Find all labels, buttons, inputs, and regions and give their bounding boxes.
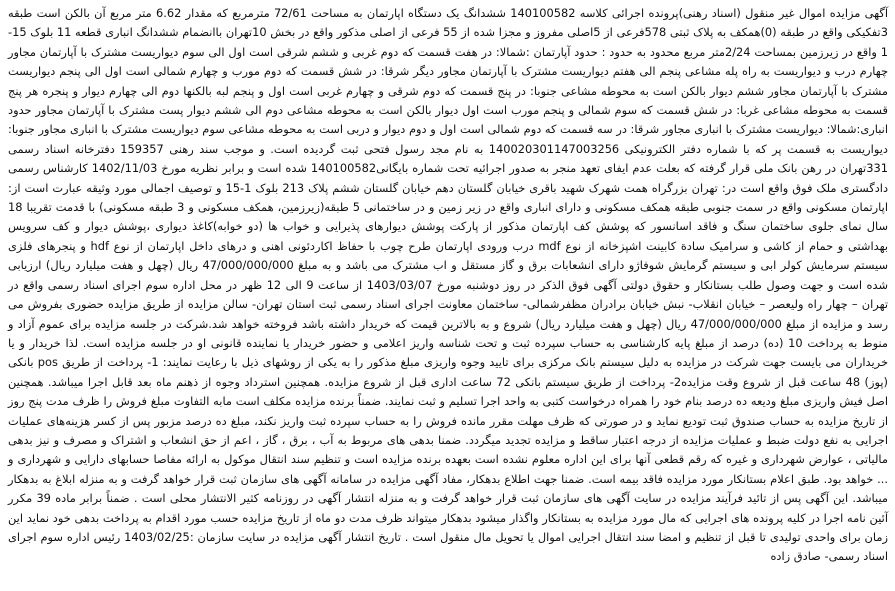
notice-body-text: آگهی مزایده اموال غیر منقول (اسناد رهنی)پرونده اجرائی کلاسه 140100582 ششدانگ یک دستگاه اپارتمان به مساحت 72/61 مترمربع که مقدار 6.62 متر مربع آن بالکن است طبقه 3تفکیکی واقع در طبقه (0)همکف به پلاک ثبتی 578فرعی از 5اصلی مفروز و مجزا شده از 55 فرعی از اصلی مذکور واقع در بخش 10تهران باانضمام ششدانگ انباری قطعه 11 بلوک 15-1 واقع در زیرزمین بمساحت 2/24متر مربع محدود به حدود : حدود آپارتمان :شمالا: در هفت قسمت که دوم غربی و ششم شرقی است اول الی سوم دیواریست مشترک با آپارتمان مجاور چهارم درب و دیواریست به راه پله مشاعی پنجم الی هفتم دیواریست مشترک با آپارتمان مجاور دیگر شرقا: در شش قسمت که دوم مورب و چهارم شمالی است اول الی پنجم دیواریست مشترک با آپارتمان مجاور ششم دیوار بالکن است به محوطه مشاعی جنوبا: در پنج قسمت که دوم شرقی و چهارم غربی است اول و پنجم لبه بالکنها دوم الی چهارم دیوار و پنجره هر پنج قسمت به محوطه مشاعی غربا: در شش قسمت که سوم شمالی و پنجم مورب است اول دیوار بالکن است به محوطه مشاعی دوم الی ششم دیوار پست مشترک با آپارتمان مجاور حدود انباری:شمالا: دیواریست مشترک با انباری مجاور شرقا: در سه قسمت که دوم شمالی است اول و دوم دیوار و دربی است به محوطه مشاعی سوم دیواریست مشترک با انباری مجاور جنوبا: دیواریست به قسمت پر که با شماره دفتر الکترونیکی 140020301147003256 به نام مجد رسول فتحی ثبت گردیده است. و موجب سند رهنی 159357 دفترخانه اسناد رسمی 331تهران در رهن بانک ملی قرار گرفته که بعلت عدم ایفای تعهد منجر به صدور اجرائیه تحت شماره بایگانی140100582 شده است و برابر نظریه مورخ 1402/11/03 کارشناس رسمی دادگستری ملک فوق واقع است در: تهران بزرگراه همت شهرک شهید باقری خیابان گلستان دهم خیابان گلستان ششم پلاک 213 بلوک 1-15 و توصیف اجمالی مورد وثیقه عبارت است از: اپارتمان مسکونی واقع در سمت جنوبی طبقه همکف مسکونی و دارای انباری واقع در زیر زمین و در ساختمانی 5 طبقه(زیرزمین، همکف مسکونی و 3 طبقه مسکونی) با قدمت تقریبا 18 سال نمای جلوی ساختمان سنگ و فاقد اسانسور که پوشش کف اپارتمان مذکور از پارکت پوشش دیوارهای پذیرایی و خواب ها (دو خوابه)کاغذ دیواری ،پوشش دیوار و کف سرویس بهداشتی و حمام از کاشی و سرامیک سادة کابینت اشپزخانه از نوع mdf درب ورودی اپارتمان طرح چوب با حفاظ اکاردئونی اهنی و درهای داخل اپارتمان از نوع hdf و پنجرهای فلزی سیستم سرمایش کولر ابی و سیستم گرمایش شوفاژو دارای انشعابات برق و گاز مستقل و اب مشترک می باشد و به مبلغ 47/000/000/000 ریال (چهل و هفت میلیارد ریال) ارزیابی شده است و جهت وصول طلب بستانکار و حقوق دولتی آگهی فوق الذکر در روز دوشنبه مورخ 1403/03/07 از ساعت 9 الی 12 ظهر در محل اداره سوم اجرای اسناد رسمی واقع در تهران – چهار راه ولیعصر – خیابان انقلاب- نبش خیابان برادران مظفرشمالی- ساختمان معاونت اجرای اسناد رسمی ثبت استان تهران- سالن مزایده از طریق مزایده حضوری بفروش می رسد و مزایده از مبلغ 47/000/000/000 ریال (چهل و هفت میلیارد ریال) شروع و به بالاترین قیمت که خریدار داشته باشد فروخته خواهد شد.شرکت در جلسه مزایده برای عموم آزاد و منوط به پرداخت 10 (ده) درصد از مبلغ پایه کارشناسی به حساب سپرده ثبت و تحت شناسه واریز اعلامی و حضور خریدار یا نماینده قانونی او در جلسه مزایده است. لذا خریدار و یا خریداران می بایست جهت شرکت در مزایده به دلیل سیستم بانک مرکزی برای تایید وجوه واریزی مبلغ مذکور را به یکی از روشهای ذیل با رعایت نمایند: 1- پرداخت از طریق pos بانکی (پوز) 48 ساعت قبل از شروع وقت مزایده2- پرداخت از طریق سیستم بانکی 72 ساعت اداری قبل از شروع مزایده. همچنین استرداد وجوه از ذهنم ماه بعد قابل اجرا میباشد. همچنین اصل فیش واریزی مبلغ ودیعه ده درصد بنام خود را همراه درخواست کتبی به واحد اجرا تسلیم و ثبت نمایند. ضمناً برنده مزایده مکلف است مابه التفاوت مبلغ فروش را ظرف مدت پنج روز از تاریخ مزایده به حساب صندوق ثبت تودیع نماید و در صورتی که ظرف مهلت مقرر مانده فروش را به حساب سپرده ثبت واریز نکند، مبلغ ده درصد مزبور پس از کسر هزینه‌های عملیات اجرایی به نفع دولت ضبط و عملیات مزایده از درجه اعتبار ساقط و مزایده تجدید میگردد. ضمنا بدهی های مربوط به آب ، برق ، گاز ، اعم از حق انشعاب و اشتراک و مصرف و نیز بدهی مالیاتی ، عوارض شهرداری و غیره که رقم قطعی آنها برای این اداره معلوم نشده است بعهده برنده مزایده است و تنظیم سند انتقال موکول به ارائه مفاصا حسابهای دارایی و شهرداری و ... خواهد بود. طبق اعلام بستانکار مورد مزایده فاقد بیمه است. ضمنا جهت اطلاع بدهکار، مفاد آگهی مزایده در سامانه آگهی های سازمان ثبت قرار خواهد گرفت و به منزله ابلاغ به بدهکار میباشد. این آگهی پس از تائید فرآیند مزایده در سایت آگهی های سازمان ثبت قرار خواهد گرفت و به منزله انتشار آگهی در روزنامه کثیر الانتشار محلی است . ضمناً برابر ماده 39 مکرر آئین نامه اجرا در کلیه پرونده های اجرایی که مال مورد مزایده به بستانکار واگذار میشود بدهکار میتواند ظرف مدت دو ماه از تاریخ مزایده حسب مورد اقدام به پرداخت بدهی خود نماید این زمان برای واحدی تولیدی تا قبل از تنظیم و امضا سند انتقال اجرایی اموال یا تحویل مال منقول است . تاریخ انتشار آگهی مزایده در سایت سازمان :1403/02/25 رئیس اداره سوم اجرای اسناد رسمی- صادق زاده xyxy=(8,6,889,564)
